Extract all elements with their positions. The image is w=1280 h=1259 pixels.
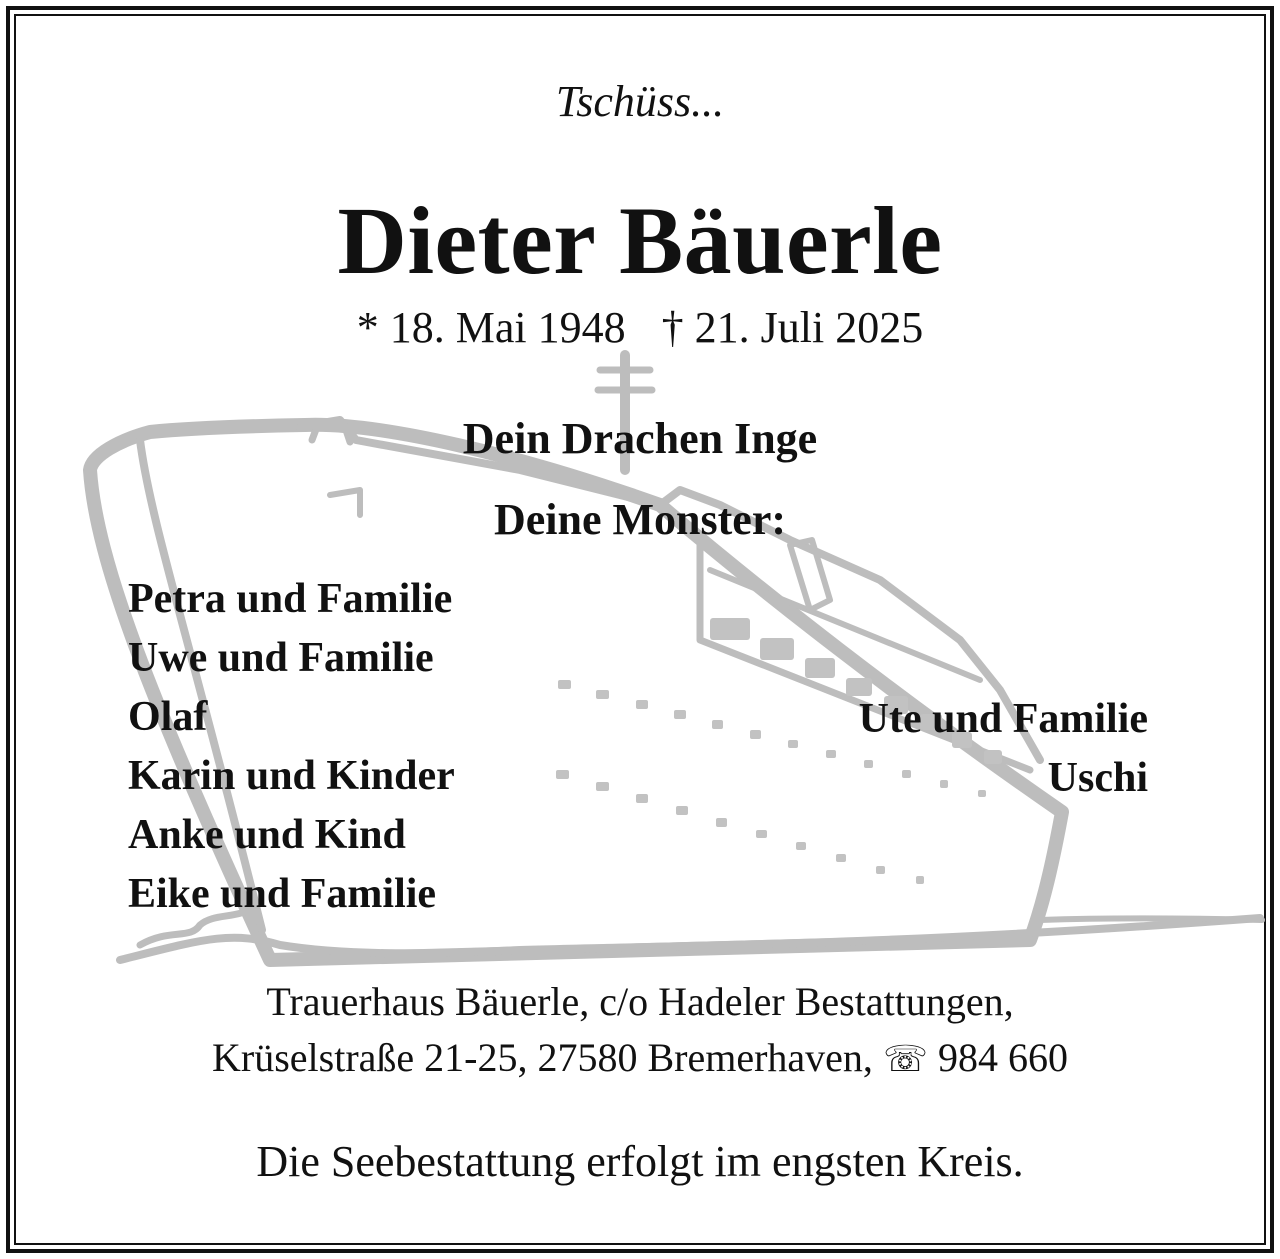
address-line-2: Krüselstraße 21-25, 27580 Bremerhaven,: [212, 1035, 873, 1080]
death-date: † 21. Juli 2025: [661, 303, 924, 352]
family-list-left: [128, 570, 455, 924]
funeral-home-address: [0, 974, 1280, 1087]
telephone-icon: ☏: [882, 1039, 928, 1079]
birth-date: * 18. Mai 1948: [356, 303, 626, 352]
list-item: Eike und Familie: [128, 871, 437, 917]
address-line-1: Trauerhaus Bäuerle, c/o Hadeler Bestattungen,: [266, 979, 1014, 1024]
list-item: Olaf: [128, 694, 208, 740]
list-item: Anke und Kind: [128, 812, 406, 858]
deceased-name: Dieter Bäuerle: [337, 187, 943, 294]
family-list-right: [859, 690, 1148, 808]
life-dates: [0, 300, 1280, 356]
phone-number: 984 660: [937, 1035, 1068, 1080]
list-item: Ute und Familie: [858, 696, 1148, 742]
burial-note: Die Seebestattung erfolgt im engsten Kreis.: [256, 1137, 1024, 1186]
farewell-greeting: Tschüss...: [555, 77, 725, 126]
signer-spouse: Dein Drachen Inge: [462, 414, 818, 463]
list-item: Karin und Kinder: [128, 753, 455, 799]
list-item: Petra und Familie: [128, 576, 453, 622]
list-item: Uschi: [1047, 755, 1148, 801]
list-item: Uwe und Familie: [128, 635, 434, 681]
signer-children-heading: Deine Monster:: [493, 495, 786, 544]
